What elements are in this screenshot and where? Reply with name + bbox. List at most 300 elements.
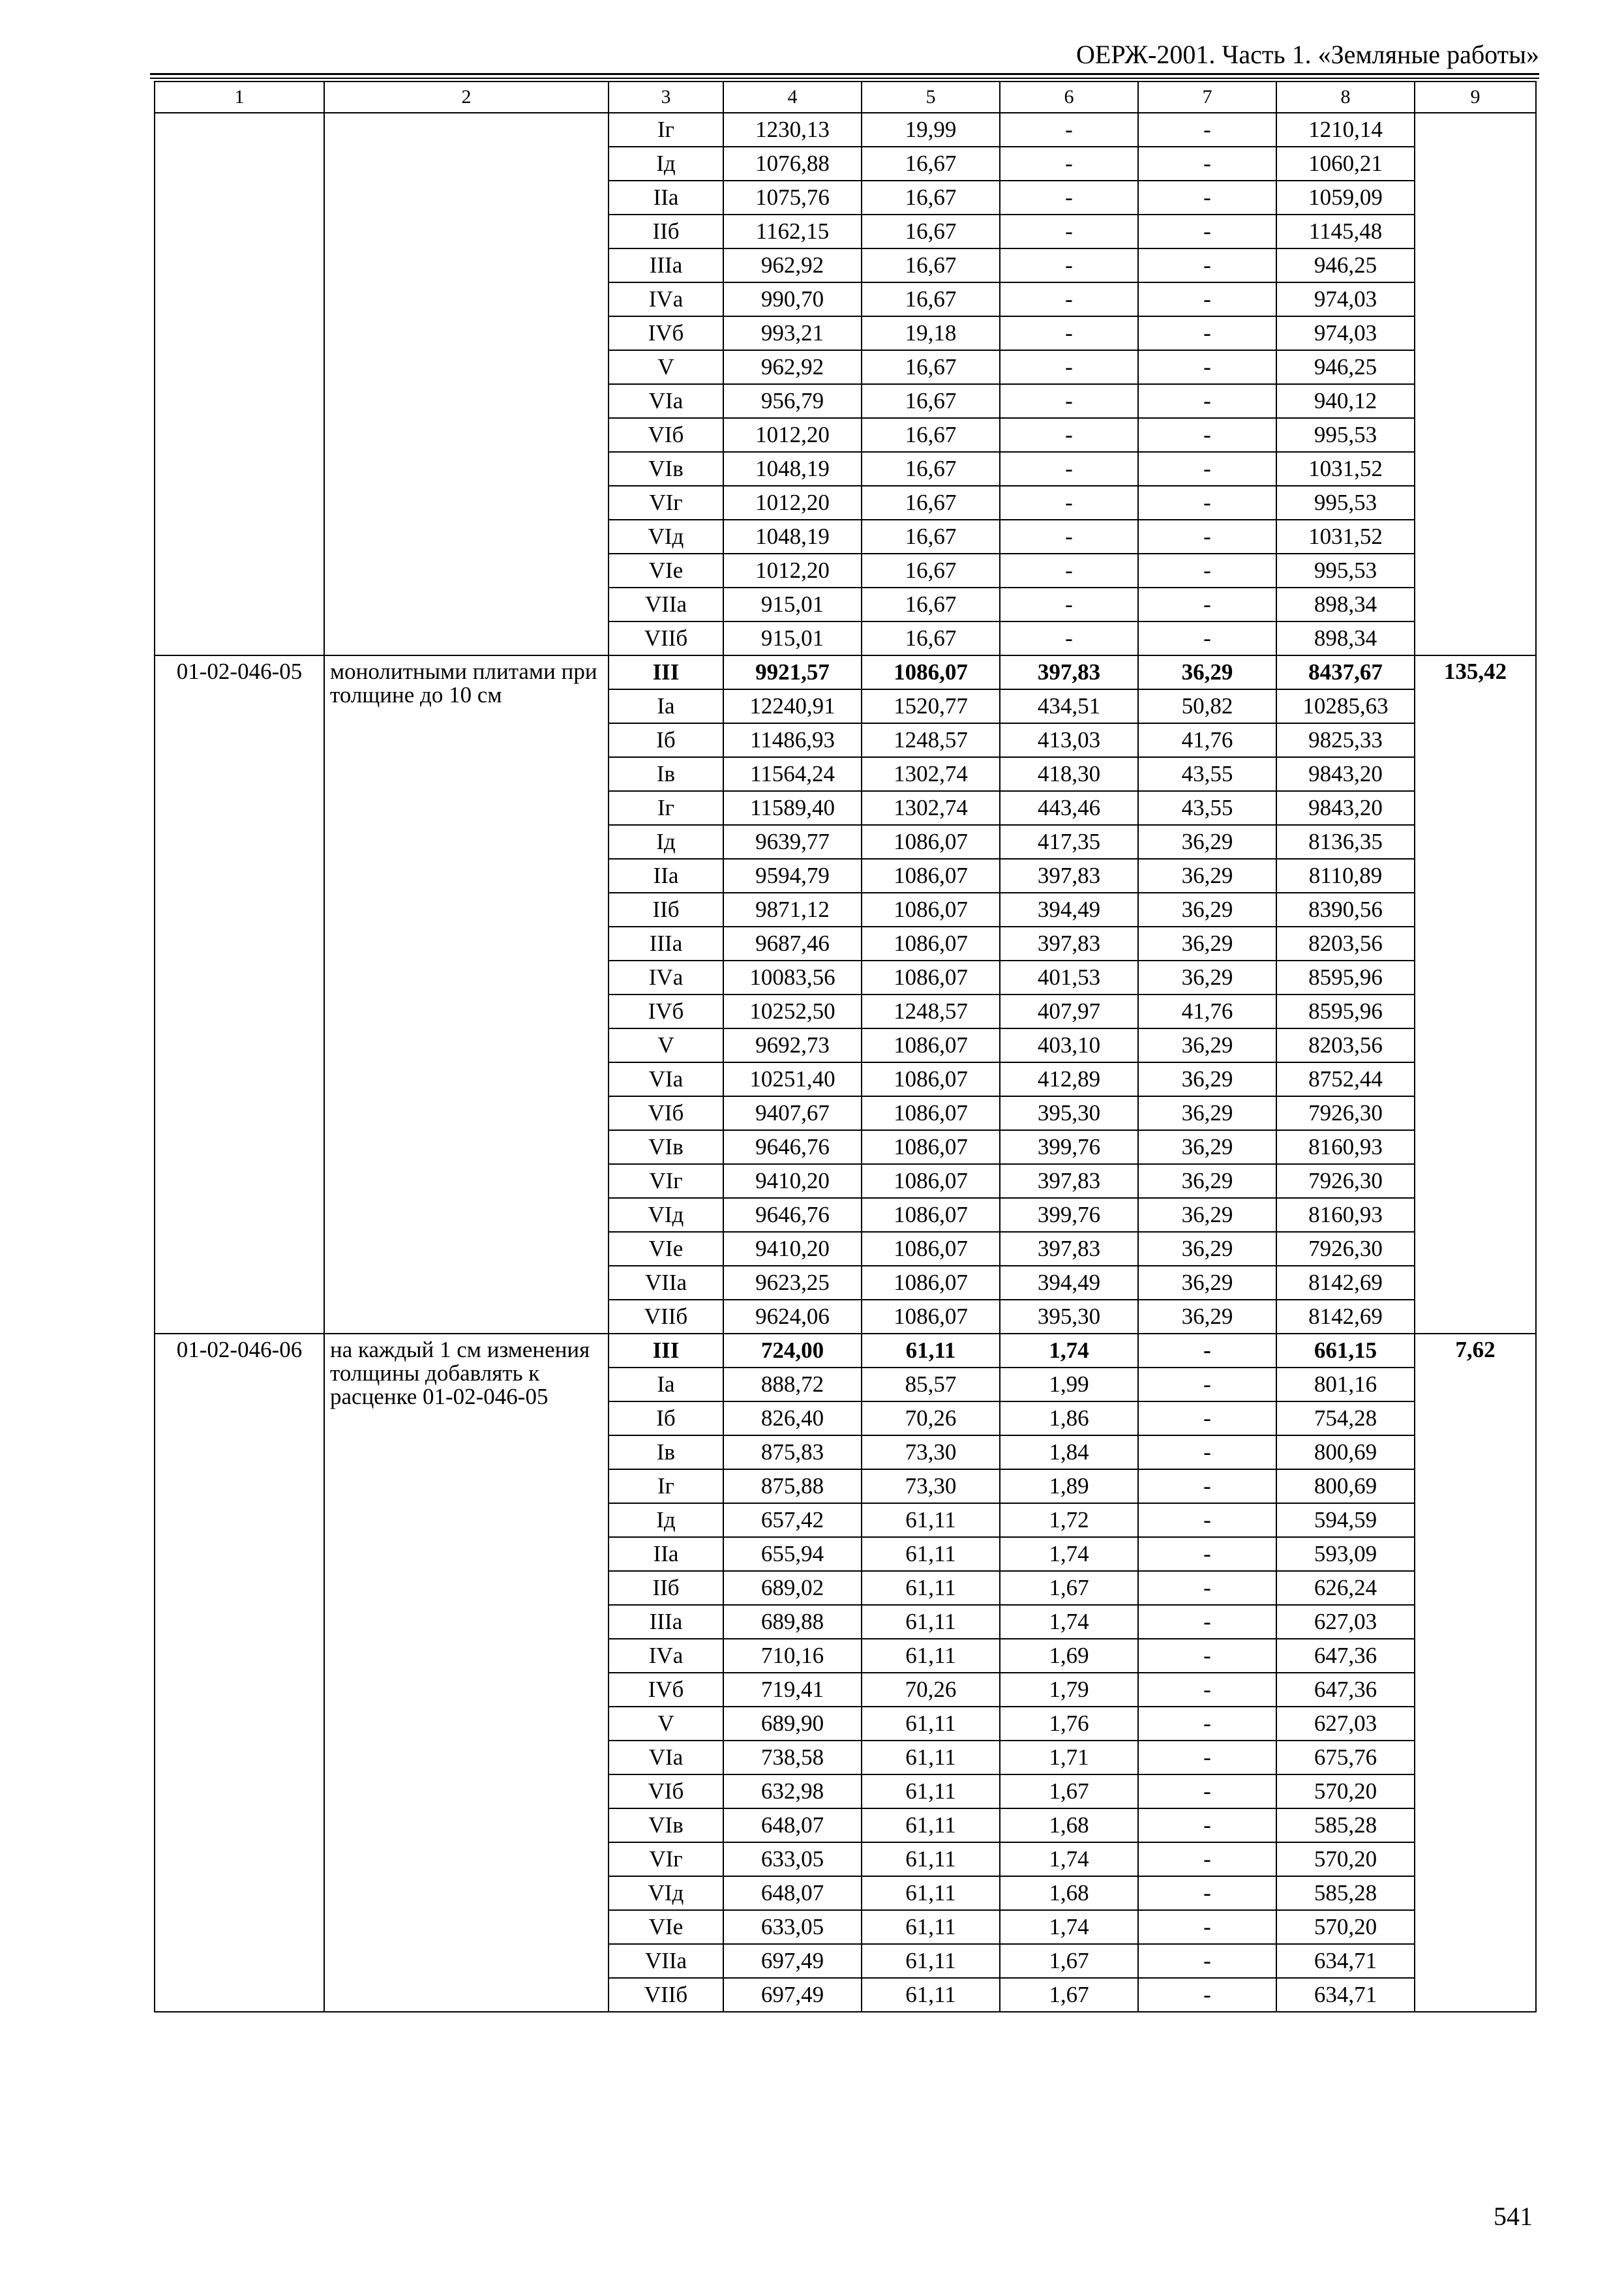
machines-cell: 1,67: [1000, 1571, 1138, 1605]
column-number: 2: [324, 82, 609, 113]
wages-cell: 1086,07: [862, 859, 1000, 893]
operator-wages-cell: 36,29: [1138, 1062, 1276, 1096]
total-cost-cell: 719,41: [723, 1673, 862, 1707]
materials-cell: 634,71: [1276, 1944, 1415, 1978]
total-cost-cell: 11486,93: [723, 723, 862, 757]
wages-cell: 1086,07: [862, 1096, 1000, 1130]
labor-cost-cell: 7,62: [1415, 1334, 1536, 2012]
column-number: 6: [1000, 82, 1138, 113]
machines-cell: 1,71: [1000, 1741, 1138, 1774]
wages-cell: 1086,07: [862, 1028, 1000, 1062]
operator-wages-cell: 36,29: [1138, 1198, 1276, 1232]
machines-cell: -: [1000, 621, 1138, 655]
zone-cell: VIа: [609, 1062, 723, 1096]
materials-cell: 634,71: [1276, 1978, 1415, 2012]
wages-cell: 16,67: [862, 248, 1000, 282]
wages-cell: 61,11: [862, 1639, 1000, 1673]
wages-cell: 1302,74: [862, 757, 1000, 791]
total-cost-cell: 9871,12: [723, 893, 862, 927]
zone-cell: Iг: [609, 791, 723, 825]
total-cost-cell: 710,16: [723, 1639, 862, 1673]
materials-cell: 647,36: [1276, 1673, 1415, 1707]
zone-cell: Iб: [609, 1401, 723, 1435]
operator-wages-cell: 43,55: [1138, 757, 1276, 791]
machines-cell: -: [1000, 520, 1138, 554]
page-header-title: ОЕРЖ-2001. Часть 1. «Земляные работы»: [1076, 40, 1539, 69]
materials-cell: 974,03: [1276, 282, 1415, 316]
machines-cell: 1,67: [1000, 1978, 1138, 2012]
machines-cell: 399,76: [1000, 1198, 1138, 1232]
wages-cell: 1086,07: [862, 1232, 1000, 1266]
operator-wages-cell: -: [1138, 1401, 1276, 1435]
zone-cell: IIб: [609, 893, 723, 927]
column-number-row: [155, 82, 1536, 113]
materials-cell: 570,20: [1276, 1910, 1415, 1944]
machines-cell: 1,67: [1000, 1944, 1138, 1978]
materials-cell: 898,34: [1276, 588, 1415, 621]
column-number: 8: [1276, 82, 1415, 113]
wages-cell: 16,67: [862, 418, 1000, 452]
materials-cell: 8142,69: [1276, 1266, 1415, 1300]
materials-cell: 8136,35: [1276, 825, 1415, 859]
materials-cell: 7926,30: [1276, 1232, 1415, 1266]
zone-cell: VIа: [609, 1741, 723, 1774]
materials-cell: 627,03: [1276, 1605, 1415, 1639]
operator-wages-cell: -: [1138, 350, 1276, 384]
zone-cell: VIг: [609, 1164, 723, 1198]
total-cost-cell: 648,07: [723, 1876, 862, 1910]
total-cost-cell: 9623,25: [723, 1266, 862, 1300]
wages-cell: 16,67: [862, 588, 1000, 621]
materials-cell: 9825,33: [1276, 723, 1415, 757]
wages-cell: 61,11: [862, 1605, 1000, 1639]
total-cost-cell: 697,49: [723, 1978, 862, 2012]
wages-cell: 61,11: [862, 1944, 1000, 1978]
total-cost-cell: 9692,73: [723, 1028, 862, 1062]
operator-wages-cell: -: [1138, 588, 1276, 621]
wages-cell: 61,11: [862, 1842, 1000, 1876]
total-cost-cell: 689,02: [723, 1571, 862, 1605]
zone-cell: Iб: [609, 723, 723, 757]
zone-cell: IIа: [609, 1537, 723, 1571]
materials-cell: 754,28: [1276, 1401, 1415, 1435]
total-cost-cell: 1012,20: [723, 486, 862, 520]
total-cost-cell: 689,90: [723, 1707, 862, 1741]
wages-cell: 16,67: [862, 452, 1000, 486]
zone-cell: VIIа: [609, 1944, 723, 1978]
materials-cell: 626,24: [1276, 1571, 1415, 1605]
zone-cell: VIд: [609, 520, 723, 554]
total-cost-cell: 9646,76: [723, 1198, 862, 1232]
total-cost-cell: 956,79: [723, 384, 862, 418]
machines-cell: 401,53: [1000, 961, 1138, 995]
total-cost-cell: 888,72: [723, 1368, 862, 1401]
zone-cell: VIд: [609, 1198, 723, 1232]
materials-cell: 9843,20: [1276, 757, 1415, 791]
operator-wages-cell: -: [1138, 147, 1276, 181]
materials-cell: 8752,44: [1276, 1062, 1415, 1096]
zone-cell: VIд: [609, 1876, 723, 1910]
wages-cell: 61,11: [862, 1741, 1000, 1774]
wages-cell: 16,67: [862, 520, 1000, 554]
total-cost-cell: 9410,20: [723, 1232, 862, 1266]
operator-wages-cell: 50,82: [1138, 689, 1276, 723]
machines-cell: -: [1000, 554, 1138, 588]
machines-cell: -: [1000, 282, 1138, 316]
total-cost-cell: 826,40: [723, 1401, 862, 1435]
operator-wages-cell: 43,55: [1138, 791, 1276, 825]
zone-cell: IVа: [609, 282, 723, 316]
zone-cell: VIг: [609, 1842, 723, 1876]
operator-wages-cell: 36,29: [1138, 859, 1276, 893]
machines-cell: -: [1000, 248, 1138, 282]
total-cost-cell: 1012,20: [723, 554, 862, 588]
machines-cell: 397,83: [1000, 859, 1138, 893]
materials-cell: 898,34: [1276, 621, 1415, 655]
wages-cell: 61,11: [862, 1503, 1000, 1537]
total-cost-cell: 915,01: [723, 621, 862, 655]
wages-cell: 1086,07: [862, 1300, 1000, 1334]
wages-cell: 16,67: [862, 282, 1000, 316]
total-cost-cell: 11589,40: [723, 791, 862, 825]
table-row: [155, 655, 1536, 689]
operator-wages-cell: 36,29: [1138, 1130, 1276, 1164]
operator-wages-cell: -: [1138, 181, 1276, 215]
operator-wages-cell: -: [1138, 1741, 1276, 1774]
operator-wages-cell: -: [1138, 1605, 1276, 1639]
total-cost-cell: 962,92: [723, 248, 862, 282]
wages-cell: 61,11: [862, 1537, 1000, 1571]
rate-code-cell: [155, 113, 324, 655]
operator-wages-cell: -: [1138, 1334, 1276, 1368]
materials-cell: 1059,09: [1276, 181, 1415, 215]
wages-cell: 1086,07: [862, 825, 1000, 859]
materials-cell: 7926,30: [1276, 1096, 1415, 1130]
wages-cell: 16,67: [862, 215, 1000, 248]
operator-wages-cell: -: [1138, 1673, 1276, 1707]
zone-cell: IIIа: [609, 248, 723, 282]
materials-cell: 8203,56: [1276, 927, 1415, 961]
zone-cell: VIе: [609, 1232, 723, 1266]
operator-wages-cell: 36,29: [1138, 893, 1276, 927]
zone-cell: III: [609, 1334, 723, 1368]
total-cost-cell: 1076,88: [723, 147, 862, 181]
zone-cell: Iа: [609, 1368, 723, 1401]
operator-wages-cell: -: [1138, 621, 1276, 655]
total-cost-cell: 9594,79: [723, 859, 862, 893]
machines-cell: 1,89: [1000, 1469, 1138, 1503]
operator-wages-cell: -: [1138, 1842, 1276, 1876]
zone-cell: V: [609, 1028, 723, 1062]
machines-cell: 413,03: [1000, 723, 1138, 757]
machines-cell: 395,30: [1000, 1300, 1138, 1334]
materials-cell: 675,76: [1276, 1741, 1415, 1774]
wages-cell: 1086,07: [862, 1164, 1000, 1198]
price-table-body: [155, 82, 1536, 2012]
machines-cell: 1,74: [1000, 1910, 1138, 1944]
zone-cell: Iв: [609, 1435, 723, 1469]
materials-cell: 570,20: [1276, 1774, 1415, 1808]
machines-cell: 1,74: [1000, 1605, 1138, 1639]
machines-cell: 1,76: [1000, 1707, 1138, 1741]
header-rule: [150, 78, 1539, 79]
zone-cell: VIIб: [609, 621, 723, 655]
zone-cell: VIб: [609, 1096, 723, 1130]
machines-cell: 399,76: [1000, 1130, 1138, 1164]
machines-cell: 397,83: [1000, 655, 1138, 689]
zone-cell: VIв: [609, 1130, 723, 1164]
wages-cell: 70,26: [862, 1401, 1000, 1435]
operator-wages-cell: 36,29: [1138, 655, 1276, 689]
materials-cell: 9843,20: [1276, 791, 1415, 825]
total-cost-cell: 10251,40: [723, 1062, 862, 1096]
column-number: 7: [1138, 82, 1276, 113]
operator-wages-cell: -: [1138, 520, 1276, 554]
wages-cell: 1086,07: [862, 961, 1000, 995]
wages-cell: 61,11: [862, 1808, 1000, 1842]
machines-cell: 412,89: [1000, 1062, 1138, 1096]
materials-cell: 8390,56: [1276, 893, 1415, 927]
zone-cell: IVа: [609, 1639, 723, 1673]
zone-cell: VIIб: [609, 1978, 723, 2012]
operator-wages-cell: -: [1138, 418, 1276, 452]
zone-cell: IVа: [609, 961, 723, 995]
total-cost-cell: 9921,57: [723, 655, 862, 689]
zone-cell: VIIа: [609, 1266, 723, 1300]
machines-cell: 1,99: [1000, 1368, 1138, 1401]
zone-cell: VIIб: [609, 1300, 723, 1334]
zone-cell: VIб: [609, 418, 723, 452]
machines-cell: 1,79: [1000, 1673, 1138, 1707]
wages-cell: 1086,07: [862, 893, 1000, 927]
zone-cell: Iд: [609, 147, 723, 181]
machines-cell: 1,86: [1000, 1401, 1138, 1435]
total-cost-cell: 875,83: [723, 1435, 862, 1469]
materials-cell: 8595,96: [1276, 995, 1415, 1028]
table-row: [155, 1334, 1536, 1368]
materials-cell: 995,53: [1276, 554, 1415, 588]
operator-wages-cell: -: [1138, 1808, 1276, 1842]
materials-cell: 8110,89: [1276, 859, 1415, 893]
materials-cell: 627,03: [1276, 1707, 1415, 1741]
wages-cell: 61,11: [862, 1876, 1000, 1910]
operator-wages-cell: -: [1138, 1469, 1276, 1503]
materials-cell: 995,53: [1276, 418, 1415, 452]
materials-cell: 594,59: [1276, 1503, 1415, 1537]
wages-cell: 16,67: [862, 181, 1000, 215]
total-cost-cell: 962,92: [723, 350, 862, 384]
zone-cell: Iа: [609, 689, 723, 723]
labor-cost-cell: 135,42: [1415, 655, 1536, 1334]
materials-cell: 800,69: [1276, 1435, 1415, 1469]
total-cost-cell: 724,00: [723, 1334, 862, 1368]
wages-cell: 19,99: [862, 113, 1000, 147]
materials-cell: 647,36: [1276, 1639, 1415, 1673]
total-cost-cell: 1048,19: [723, 520, 862, 554]
total-cost-cell: 9624,06: [723, 1300, 862, 1334]
machines-cell: 1,67: [1000, 1774, 1138, 1808]
zone-cell: Iг: [609, 113, 723, 147]
operator-wages-cell: -: [1138, 316, 1276, 350]
zone-cell: VIв: [609, 1808, 723, 1842]
operator-wages-cell: -: [1138, 554, 1276, 588]
total-cost-cell: 9687,46: [723, 927, 862, 961]
machines-cell: 395,30: [1000, 1096, 1138, 1130]
wages-cell: 1086,07: [862, 1062, 1000, 1096]
materials-cell: 570,20: [1276, 1842, 1415, 1876]
machines-cell: 1,68: [1000, 1876, 1138, 1910]
materials-cell: 946,25: [1276, 350, 1415, 384]
materials-cell: 7926,30: [1276, 1164, 1415, 1198]
total-cost-cell: 1162,15: [723, 215, 862, 248]
materials-cell: 585,28: [1276, 1808, 1415, 1842]
operator-wages-cell: -: [1138, 1503, 1276, 1537]
operator-wages-cell: -: [1138, 282, 1276, 316]
operator-wages-cell: -: [1138, 113, 1276, 147]
total-cost-cell: 1075,76: [723, 181, 862, 215]
column-number: 4: [723, 82, 862, 113]
operator-wages-cell: -: [1138, 1639, 1276, 1673]
column-number: 3: [609, 82, 723, 113]
total-cost-cell: 1048,19: [723, 452, 862, 486]
materials-cell: 1060,21: [1276, 147, 1415, 181]
total-cost-cell: 10083,56: [723, 961, 862, 995]
zone-cell: IIIа: [609, 927, 723, 961]
machines-cell: -: [1000, 350, 1138, 384]
operator-wages-cell: -: [1138, 486, 1276, 520]
machines-cell: 407,97: [1000, 995, 1138, 1028]
wages-cell: 61,11: [862, 1774, 1000, 1808]
rate-code-cell: 01-02-046-05: [155, 655, 324, 1334]
price-table: [154, 81, 1537, 2012]
total-cost-cell: 9407,67: [723, 1096, 862, 1130]
zone-cell: IIб: [609, 215, 723, 248]
operator-wages-cell: 41,76: [1138, 723, 1276, 757]
materials-cell: 800,69: [1276, 1469, 1415, 1503]
zone-cell: IIIа: [609, 1605, 723, 1639]
operator-wages-cell: -: [1138, 1368, 1276, 1401]
total-cost-cell: 875,88: [723, 1469, 862, 1503]
wages-cell: 1248,57: [862, 995, 1000, 1028]
total-cost-cell: 12240,91: [723, 689, 862, 723]
wages-cell: 16,67: [862, 621, 1000, 655]
machines-cell: 1,72: [1000, 1503, 1138, 1537]
wages-cell: 70,26: [862, 1673, 1000, 1707]
total-cost-cell: 689,88: [723, 1605, 862, 1639]
operator-wages-cell: -: [1138, 1910, 1276, 1944]
wages-cell: 19,18: [862, 316, 1000, 350]
zone-cell: IVб: [609, 316, 723, 350]
operator-wages-cell: 36,29: [1138, 1028, 1276, 1062]
zone-cell: IIб: [609, 1571, 723, 1605]
materials-cell: 8203,56: [1276, 1028, 1415, 1062]
materials-cell: 995,53: [1276, 486, 1415, 520]
table-row: [155, 113, 1536, 147]
materials-cell: 585,28: [1276, 1876, 1415, 1910]
operator-wages-cell: 41,76: [1138, 995, 1276, 1028]
total-cost-cell: 1230,13: [723, 113, 862, 147]
materials-cell: 974,03: [1276, 316, 1415, 350]
materials-cell: 1210,14: [1276, 113, 1415, 147]
operator-wages-cell: 36,29: [1138, 1300, 1276, 1334]
materials-cell: 8595,96: [1276, 961, 1415, 995]
zone-cell: VIа: [609, 384, 723, 418]
wages-cell: 61,11: [862, 1571, 1000, 1605]
materials-cell: 1031,52: [1276, 520, 1415, 554]
machines-cell: -: [1000, 215, 1138, 248]
operator-wages-cell: 36,29: [1138, 1164, 1276, 1198]
wages-cell: 1248,57: [862, 723, 1000, 757]
column-number: 1: [155, 82, 324, 113]
total-cost-cell: 10252,50: [723, 995, 862, 1028]
total-cost-cell: 657,42: [723, 1503, 862, 1537]
machines-cell: -: [1000, 113, 1138, 147]
operator-wages-cell: -: [1138, 1876, 1276, 1910]
machines-cell: 394,49: [1000, 893, 1138, 927]
total-cost-cell: 9639,77: [723, 825, 862, 859]
operator-wages-cell: -: [1138, 1978, 1276, 2012]
materials-cell: 801,16: [1276, 1368, 1415, 1401]
materials-cell: 946,25: [1276, 248, 1415, 282]
total-cost-cell: 738,58: [723, 1741, 862, 1774]
operator-wages-cell: -: [1138, 384, 1276, 418]
wages-cell: 16,67: [862, 350, 1000, 384]
zone-cell: IVб: [609, 1673, 723, 1707]
total-cost-cell: 632,98: [723, 1774, 862, 1808]
zone-cell: V: [609, 1707, 723, 1741]
wages-cell: 1086,07: [862, 1130, 1000, 1164]
machines-cell: 417,35: [1000, 825, 1138, 859]
wages-cell: 16,67: [862, 554, 1000, 588]
total-cost-cell: 993,21: [723, 316, 862, 350]
machines-cell: 394,49: [1000, 1266, 1138, 1300]
total-cost-cell: 655,94: [723, 1537, 862, 1571]
rate-description-cell: [324, 113, 609, 655]
materials-cell: 1031,52: [1276, 452, 1415, 486]
operator-wages-cell: -: [1138, 1944, 1276, 1978]
machines-cell: 1,74: [1000, 1842, 1138, 1876]
machines-cell: 1,74: [1000, 1334, 1138, 1368]
operator-wages-cell: -: [1138, 248, 1276, 282]
machines-cell: -: [1000, 486, 1138, 520]
wages-cell: 61,11: [862, 1910, 1000, 1944]
machines-cell: -: [1000, 147, 1138, 181]
operator-wages-cell: -: [1138, 1537, 1276, 1571]
column-number: 5: [862, 82, 1000, 113]
materials-cell: 8142,69: [1276, 1300, 1415, 1334]
machines-cell: 1,68: [1000, 1808, 1138, 1842]
materials-cell: 661,15: [1276, 1334, 1415, 1368]
rate-description-cell: монолитными плитами при толщине до 10 см: [324, 655, 609, 1334]
zone-cell: VIв: [609, 452, 723, 486]
total-cost-cell: 9410,20: [723, 1164, 862, 1198]
labor-cost-cell: [1415, 113, 1536, 655]
operator-wages-cell: -: [1138, 215, 1276, 248]
wages-cell: 61,11: [862, 1978, 1000, 2012]
materials-cell: 593,09: [1276, 1537, 1415, 1571]
operator-wages-cell: 36,29: [1138, 1266, 1276, 1300]
operator-wages-cell: 36,29: [1138, 927, 1276, 961]
operator-wages-cell: 36,29: [1138, 961, 1276, 995]
zone-cell: VIе: [609, 554, 723, 588]
wages-cell: 1302,74: [862, 791, 1000, 825]
operator-wages-cell: -: [1138, 1571, 1276, 1605]
wages-cell: 1520,77: [862, 689, 1000, 723]
machines-cell: 1,84: [1000, 1435, 1138, 1469]
machines-cell: -: [1000, 316, 1138, 350]
wages-cell: 1086,07: [862, 655, 1000, 689]
wages-cell: 1086,07: [862, 1198, 1000, 1232]
